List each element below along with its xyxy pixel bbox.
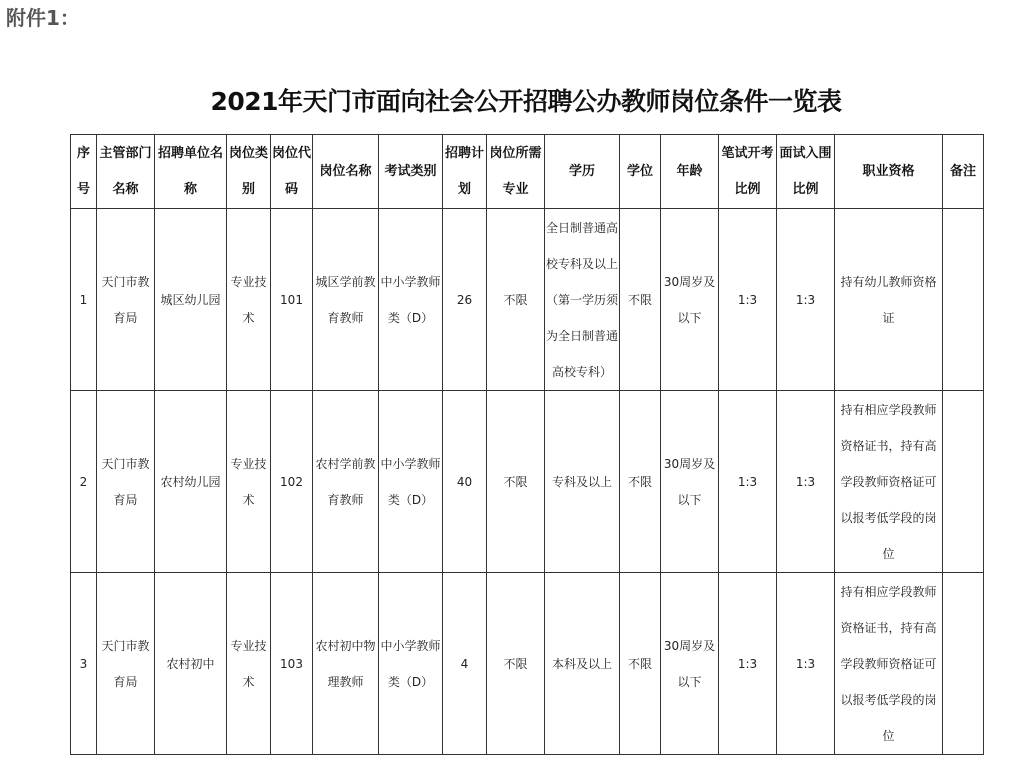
cell-interview-ratio: 1:3 xyxy=(777,209,835,391)
table-header-row xyxy=(71,135,984,209)
col-header-interview-ratio: 面试入围比例 xyxy=(777,135,835,209)
cell-plan: 40 xyxy=(443,391,487,573)
cell-written-ratio: 1:3 xyxy=(719,573,777,755)
col-header-written-ratio: 笔试开考比例 xyxy=(719,135,777,209)
cell-interview-ratio: 1:3 xyxy=(777,573,835,755)
col-header-exam-type: 考试类别 xyxy=(379,135,443,209)
cell-code: 103 xyxy=(271,573,313,755)
cell-remark xyxy=(943,209,984,391)
cell-category: 专业技术 xyxy=(227,391,271,573)
cell-unit: 农村初中 xyxy=(155,573,227,755)
cell-major: 不限 xyxy=(487,209,545,391)
col-header-category: 岗位类别 xyxy=(227,135,271,209)
col-header-education: 学历 xyxy=(545,135,620,209)
cell-degree: 不限 xyxy=(620,209,661,391)
cell-major: 不限 xyxy=(487,391,545,573)
cell-exam-type: 中小学教师类（D） xyxy=(379,391,443,573)
cell-unit: 农村幼儿园 xyxy=(155,391,227,573)
job-conditions-table xyxy=(70,134,984,755)
cell-no: 1 xyxy=(71,209,97,391)
cell-plan: 26 xyxy=(443,209,487,391)
cell-dept: 天门市教育局 xyxy=(97,573,155,755)
cell-category: 专业技术 xyxy=(227,209,271,391)
attachment-label: 附件1： xyxy=(6,6,80,30)
cell-written-ratio: 1:3 xyxy=(719,209,777,391)
cell-degree: 不限 xyxy=(620,391,661,573)
cell-exam-type: 中小学教师类（D） xyxy=(379,209,443,391)
col-header-age: 年龄 xyxy=(661,135,719,209)
col-header-qualification: 职业资格 xyxy=(835,135,943,209)
col-header-degree: 学位 xyxy=(620,135,661,209)
cell-exam-type: 中小学教师类（D） xyxy=(379,573,443,755)
cell-major: 不限 xyxy=(487,573,545,755)
cell-qualification: 持有相应学段教师资格证书，持有高学段教师资格证可以报考低学段的岗位 xyxy=(835,573,943,755)
col-header-remark: 备注 xyxy=(943,135,984,209)
col-header-position: 岗位名称 xyxy=(313,135,379,209)
cell-position: 农村学前教育教师 xyxy=(313,391,379,573)
table-row xyxy=(71,573,984,755)
cell-written-ratio: 1:3 xyxy=(719,391,777,573)
cell-degree: 不限 xyxy=(620,573,661,755)
cell-qualification: 持有相应学段教师资格证书，持有高学段教师资格证可以报考低学段的岗位 xyxy=(835,391,943,573)
table-row xyxy=(71,209,984,391)
col-header-no: 序号 xyxy=(71,135,97,209)
col-header-code: 岗位代码 xyxy=(271,135,313,209)
cell-dept: 天门市教育局 xyxy=(97,209,155,391)
table-row xyxy=(71,391,984,573)
cell-education: 全日制普通高校专科及以上（第一学历须为全日制普通高校专科） xyxy=(545,209,620,391)
cell-interview-ratio: 1:3 xyxy=(777,391,835,573)
document-title: 2021年天门市面向社会公开招聘公办教师岗位条件一览表 xyxy=(210,87,842,116)
cell-remark xyxy=(943,573,984,755)
cell-no: 2 xyxy=(71,391,97,573)
cell-remark xyxy=(943,391,984,573)
cell-code: 102 xyxy=(271,391,313,573)
col-header-dept: 主管部门名称 xyxy=(97,135,155,209)
cell-position: 城区学前教育教师 xyxy=(313,209,379,391)
cell-no: 3 xyxy=(71,573,97,755)
col-header-unit: 招聘单位名称 xyxy=(155,135,227,209)
cell-dept: 天门市教育局 xyxy=(97,391,155,573)
cell-unit: 城区幼儿园 xyxy=(155,209,227,391)
cell-age: 30周岁及以下 xyxy=(661,573,719,755)
cell-code: 101 xyxy=(271,209,313,391)
cell-qualification: 持有幼儿教师资格证 xyxy=(835,209,943,391)
cell-plan: 4 xyxy=(443,573,487,755)
cell-age: 30周岁及以下 xyxy=(661,209,719,391)
col-header-major: 岗位所需专业 xyxy=(487,135,545,209)
cell-education: 本科及以上 xyxy=(545,573,620,755)
cell-education: 专科及以上 xyxy=(545,391,620,573)
cell-category: 专业技术 xyxy=(227,573,271,755)
cell-position: 农村初中物理教师 xyxy=(313,573,379,755)
cell-age: 30周岁及以下 xyxy=(661,391,719,573)
col-header-plan: 招聘计划 xyxy=(443,135,487,209)
